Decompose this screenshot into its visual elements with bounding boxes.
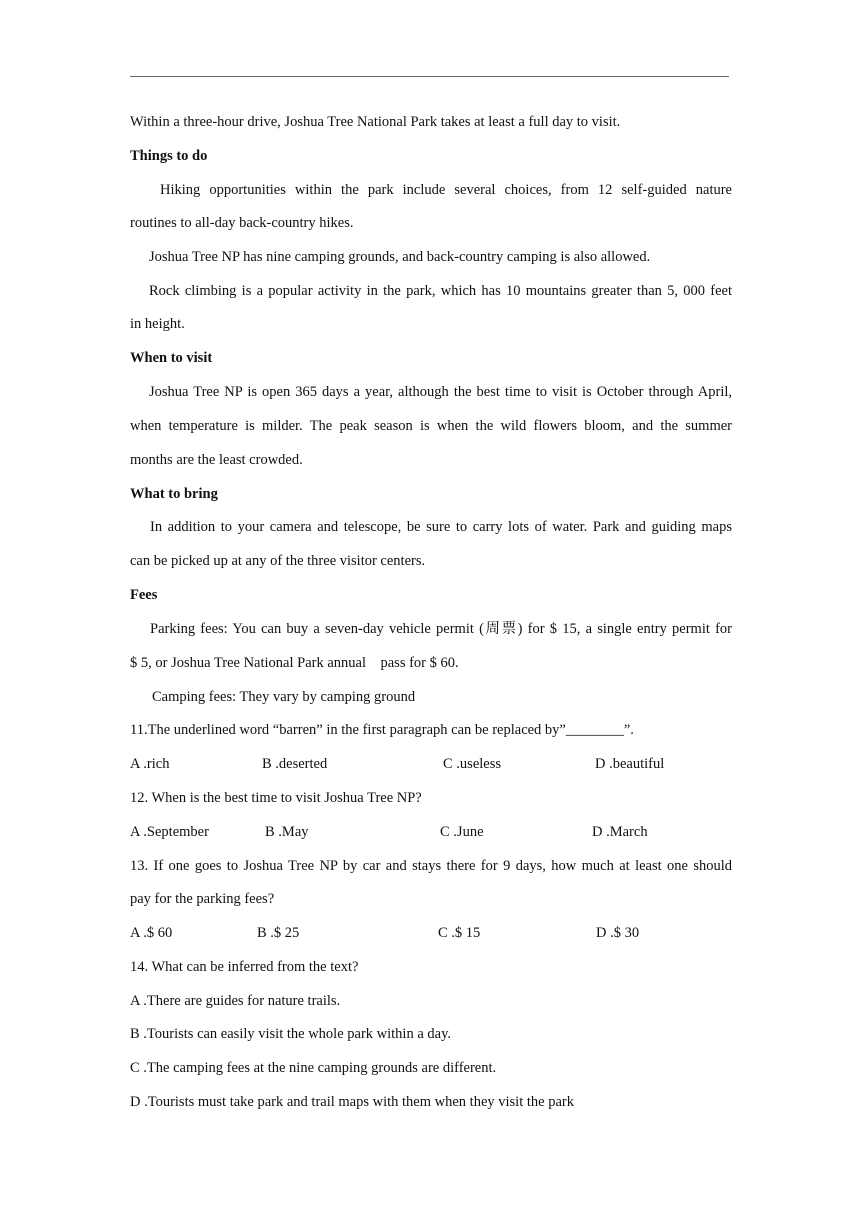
climbing-text-line1: Rock climbing is a popular activity in the park, which has 10 mountains greater than 5, 000 feet [149,283,732,299]
q14-option-a: A .There are guides for nature trails. [130,993,341,1009]
bring-text-line2: can be picked up at any of the three visitor centers. [130,553,426,569]
q12-stem: 12. When is the best time to visit Joshua Tree NP? [130,790,422,806]
q14-option-c: C .The camping fees at the nine camping grounds are different. [130,1060,497,1076]
q11-option-c: C .useless [443,756,501,772]
q11-stem: 11.The underlined word “barren” in the first paragraph can be replaced by”________”. [130,722,634,738]
when-text-line2: when temperature is milder. The peak season is when the wild flowers bloom, and the summer [130,418,732,434]
heading-things-to-do: Things to do [130,148,208,164]
heading-what-to-bring: What to bring [130,486,218,502]
q12-option-c: C .June [440,824,484,840]
hiking-text-line1: Hiking opportunities within the park include several choices, from 12 self-guided nature [160,182,732,198]
q14-option-d: D .Tourists must take park and trail maps with them when they visit the park [130,1094,574,1110]
q11-option-b: B .deserted [262,756,328,772]
bring-text-line1: In addition to your camera and telescope, be sure to carry lots of water. Park and guiding maps [150,519,732,535]
q13-stem-line2: pay for the parking fees? [130,891,275,907]
q13-option-c: C .$ 15 [438,925,481,941]
camping-text: Joshua Tree NP has nine camping grounds, and back-country camping is also allowed. [149,249,651,265]
q12-option-b: B .May [265,824,309,840]
q11-option-d: D .beautiful [595,756,665,772]
heading-fees: Fees [130,587,158,603]
q13-option-b: B .$ 25 [257,925,300,941]
q11-option-a: A .rich [130,756,170,772]
when-text-line1: Joshua Tree NP is open 365 days a year, although the best time to visit is October through April, [149,384,732,400]
camping-fees-text: Camping fees: They vary by camping ground [152,689,416,705]
q12-option-a: A .September [130,824,209,840]
q12-option-d: D .March [592,824,648,840]
parking-fees-line2: $ 5, or Joshua Tree National Park annual pass for $ 60. [130,655,459,671]
hiking-text-line2: routines to all-day back-country hikes. [130,215,354,231]
q14-option-b: B .Tourists can easily visit the whole park within a day. [130,1026,452,1042]
q14-stem: 14. What can be inferred from the text? [130,959,359,975]
q13-option-a: A .$ 60 [130,925,173,941]
q13-stem-line1: 13. If one goes to Joshua Tree NP by car and stays there for 9 days, how much at least one should [130,858,732,874]
q13-option-d: D .$ 30 [596,925,640,941]
when-text-line3: months are the least crowded. [130,452,303,468]
parking-fees-line1: Parking fees: You can buy a seven-day vehicle permit (周票) for $ 15, a single entry permit for [150,621,732,637]
climbing-text-line2: in height. [130,316,185,332]
header-rule [130,76,729,77]
intro-text: Within a three-hour drive, Joshua Tree National Park takes at least a full day to visit. [130,114,621,130]
heading-when-to-visit: When to visit [130,350,213,366]
